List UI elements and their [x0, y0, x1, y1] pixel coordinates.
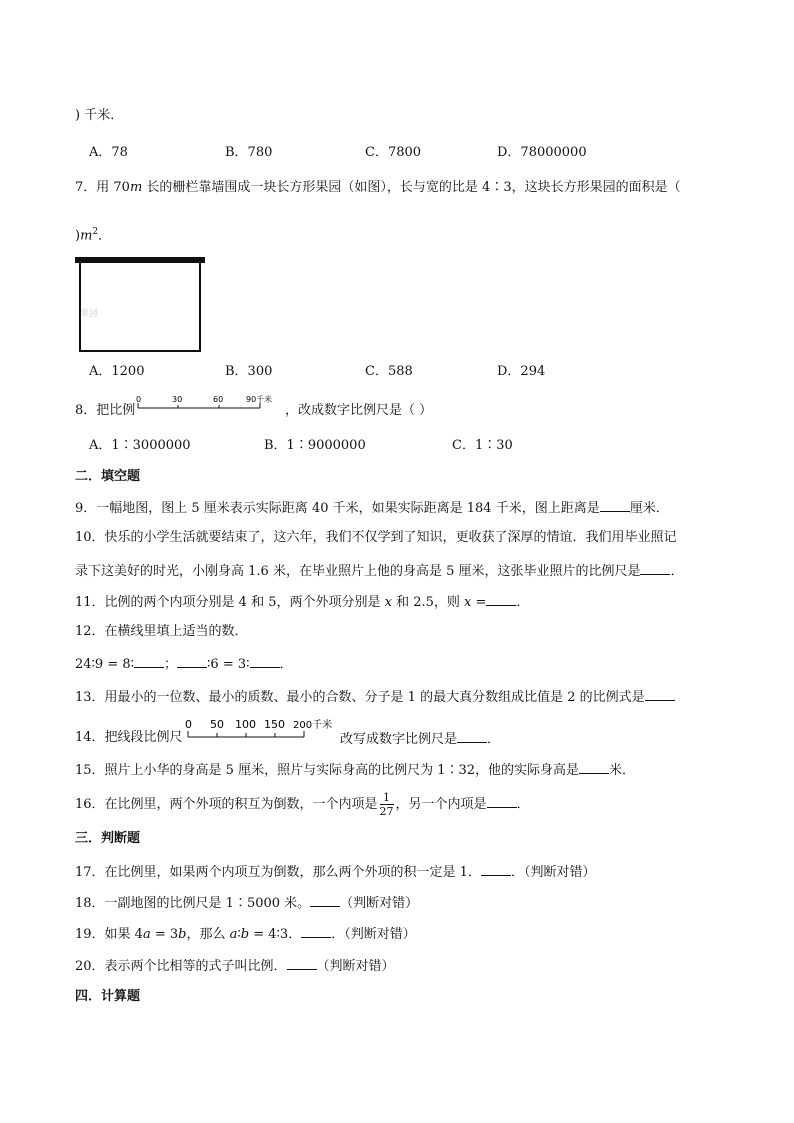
q18-blank[interactable]	[310, 892, 340, 907]
q11	[75, 591, 529, 613]
q8-tick-30: 30	[172, 395, 183, 404]
q14-tick-150: 150	[264, 718, 285, 731]
q15-unit: 米．	[609, 763, 636, 778]
q10-end: ．	[670, 564, 684, 579]
q6-tail: ) 千米．	[75, 108, 124, 123]
q19-text-b: = 3	[150, 927, 179, 942]
q15-text: 15．照片上小华的身高是 5 厘米，照片与实际身高的比例尺为 1∶32，他的实际身高是	[75, 763, 580, 778]
q7-tail-paren: )	[75, 228, 81, 244]
q8-option-c[interactable]: C．1∶30	[452, 438, 513, 453]
q12-blank-3[interactable]	[250, 653, 280, 668]
q7-option-c[interactable]: C．588	[365, 364, 413, 379]
q6-option-d[interactable]: D．78000000	[497, 145, 587, 160]
q7-post: 长的栅栏靠墙围成一块长方形果园（如图），长与宽的比是 4∶3，这块长方形果园的面积是（	[142, 180, 681, 195]
q19-var-b1: b	[178, 927, 187, 942]
q7-option-d[interactable]: D．294	[497, 364, 546, 379]
q11-eq: =	[471, 595, 487, 610]
q7-tail	[75, 222, 111, 246]
q14-tick-200: 200千米	[293, 720, 333, 731]
q13-blank[interactable]	[645, 686, 675, 701]
q16-denominator: 27	[379, 805, 394, 818]
q11-blank[interactable]	[486, 591, 516, 606]
q19-text-c: ，那么	[186, 927, 230, 942]
q10-line1: 10．快乐的小学生活就要结束了，这六年，我们不仅学到了知识，更收获了深厚的情谊．我们用毕业照记	[75, 530, 677, 545]
q15	[75, 759, 635, 781]
q8-scale-bar	[134, 393, 284, 413]
q6-option-c[interactable]: C．7800	[365, 145, 422, 160]
q7-figure-label: 果园	[80, 309, 99, 319]
q16-text-b: ，另一个内项是	[395, 797, 487, 812]
section-4-heading: 四．计算题	[75, 989, 141, 1004]
q12-blank-1[interactable]	[134, 653, 164, 668]
q11-text-b: 和 2.5，则	[391, 595, 465, 610]
q12-blank-2[interactable]	[177, 653, 207, 668]
q11-var-x: x	[384, 595, 392, 610]
q14-post	[340, 728, 500, 750]
q18-text: 18．一副地图的比例尺是 1∶5000 米。	[75, 896, 311, 911]
q9	[75, 497, 669, 519]
q14-tick-0: 0	[185, 718, 192, 731]
q9-text: 9．一幅地图，图上 5 厘米表示实际距离 40 千米，如果实际距离是 184 千米，图上距离是	[75, 501, 600, 516]
q19-var-b2: b	[240, 927, 250, 942]
q14-tick-100: 100	[235, 718, 256, 731]
q14-pre: 14．把线段比例尺	[75, 730, 183, 745]
q12-text: 12．在横线里填上适当的数．	[75, 624, 248, 639]
q9-blank[interactable]	[600, 497, 630, 512]
q19-text-e: = 4∶3．	[249, 927, 302, 942]
q14-tick-50: 50	[210, 718, 224, 731]
section-3-heading: 三．判断题	[75, 831, 141, 846]
q10-blank[interactable]	[640, 560, 670, 575]
q12-eq2: ∶6 = 3∶	[207, 657, 250, 672]
q20-blank[interactable]	[287, 955, 317, 970]
q8-tick-60: 60	[213, 395, 224, 404]
q11-end: ．	[516, 595, 530, 610]
q7-tail-unit: m	[80, 228, 93, 244]
q8-post: ，改成数字比例尺是（ ）	[285, 403, 433, 418]
q16	[75, 791, 530, 819]
q14-end: ．	[487, 732, 501, 747]
q12-eq1: 24∶9 = 8∶	[75, 657, 135, 672]
q14-scale-bar	[182, 716, 342, 742]
q10-line2	[75, 560, 684, 582]
q16-text-a: 16．在比例里，两个外项的积互为倒数，一个内项是	[75, 797, 378, 812]
q12-sep: ；	[164, 657, 178, 672]
q19-colon: ∶	[237, 927, 241, 942]
q16-blank[interactable]	[487, 793, 517, 808]
q9-unit: 厘米．	[629, 501, 669, 516]
q19-var-a1: a	[142, 927, 151, 942]
q19-suffix: ．（判断对错）	[331, 927, 416, 942]
q7-unit: m	[129, 180, 143, 195]
q11-text-a: 11．比例的两个内项分别是 4 和 5，两个外项分别是	[75, 595, 385, 610]
q19-text-a: 19．如果 4	[75, 927, 143, 942]
section-2-heading: 二．填空题	[75, 469, 141, 484]
q6-option-a[interactable]: A．78	[89, 145, 128, 160]
q7-option-a[interactable]: A．1200	[89, 364, 145, 379]
q7-tail-post: ．	[98, 228, 112, 244]
q8-tick-90: 90千米	[246, 395, 273, 404]
q7-tail-sup: 2	[92, 227, 99, 237]
q20-suffix: （判断对错）	[316, 959, 395, 974]
q12-equations	[75, 653, 293, 675]
q13-text: 13．用最小的一位数、最小的质数、最小的合数、分子是 1 的最大真分数组成比值是 2 的比例式是	[75, 690, 645, 705]
q17-blank[interactable]	[481, 861, 511, 876]
q7-option-b[interactable]: B．300	[225, 364, 273, 379]
q17-suffix: ．（判断对错）	[510, 865, 596, 880]
q13	[75, 686, 675, 708]
q19-var-a2: a	[229, 927, 238, 942]
q11-var-x2: x	[464, 595, 472, 610]
q15-blank[interactable]	[579, 759, 609, 774]
q10-text: 录下这美好的时光，小刚身高 1.6 米，在毕业照片上他的身高是 5 厘米，这张毕业照片的比例尺是	[75, 564, 641, 579]
q16-numerator: 1	[380, 791, 394, 805]
q14-blank[interactable]	[457, 728, 487, 743]
q18	[75, 892, 418, 914]
q17-text: 17．在比例里，如果两个内项互为倒数，那么两个外项的积一定是 1．	[75, 865, 481, 880]
q8-tick-0: 0	[136, 395, 142, 404]
q12-end: ．	[279, 657, 293, 672]
q19-blank[interactable]	[301, 923, 331, 938]
q6-option-b[interactable]: B．780	[225, 145, 273, 160]
q14-text: 改写成数字比例尺是	[340, 732, 458, 747]
q20-text: 20．表示两个比相等的式子叫比例．	[75, 959, 287, 974]
q8-pre: 8．把比例	[75, 403, 136, 418]
q19	[75, 923, 416, 945]
q17	[75, 861, 595, 883]
q18-suffix: （判断对错）	[340, 896, 419, 911]
q7-pre: 7．用 70	[75, 180, 130, 195]
q16-fraction	[380, 791, 394, 818]
q20	[75, 955, 395, 977]
q8-option-a[interactable]: A．1∶3000000	[89, 438, 191, 453]
q7-stem	[75, 178, 681, 198]
q8-option-b[interactable]: B．1∶9000000	[264, 438, 366, 453]
q16-end: ．	[516, 797, 530, 812]
